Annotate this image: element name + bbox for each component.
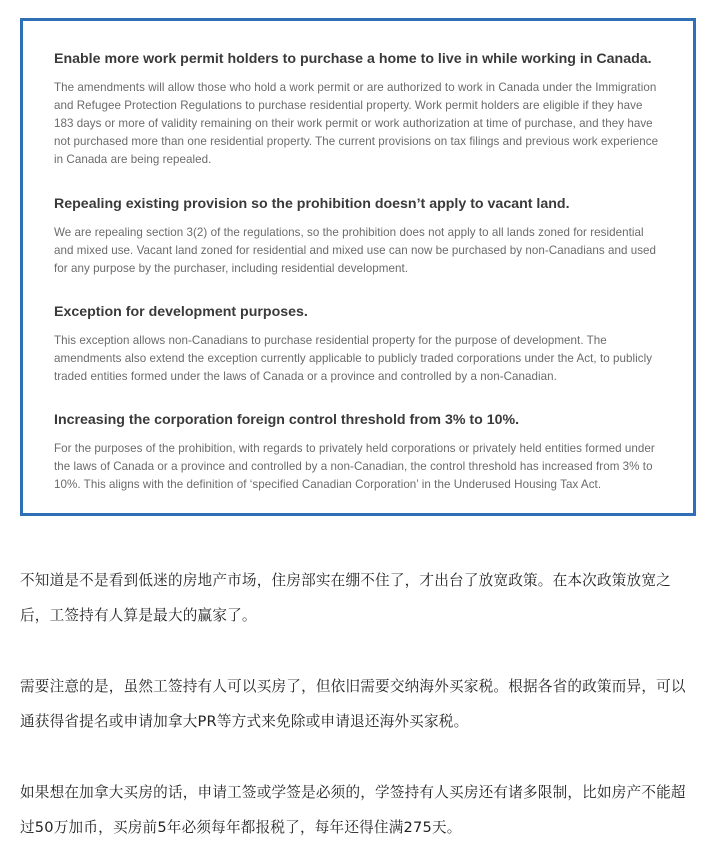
section-title: Increasing the corporation foreign control threshold from 3% to 10%. [54, 412, 520, 428]
section-title: Exception for development purposes. [54, 304, 308, 320]
policy-section-control-threshold [54, 410, 665, 494]
section-body: We are repealing section 3(2) of the regulations, so the prohibition does not apply to all lands zoned for residential and mixed use. Vacant land zoned for residential and mixed use can now be purchased by non-Canadians and used for any purpose by the purchaser, including residential development. [54, 226, 657, 275]
policy-section-work-permit [54, 49, 665, 169]
section-body: For the purposes of the prohibition, with regards to privately held corporations or privately held entities formed under the laws of Canada or a province and controlled by a non-Canadian, the control threshold has increased from 3% to 10%. This aligns with the definition of ‘specified Canadian Corporation’ in the Underused Housing Tax Act. [54, 442, 655, 491]
section-body: The amendments will allow those who hold a work permit or are authorized to work in Canada under the Immigration and Refugee Protection Regulations to purchase residential property. Work permit holders are eligible if they have 183 days or more of validity remaining on their work permit or work authorization at time of purchase, and they have not purchased more than one residential property. The current provisions on tax filings and previous work experience in Canada are being repealed. [54, 81, 659, 166]
section-title: Enable more work permit holders to purchase a home to live in while working in Canada. [54, 51, 652, 67]
article-paragraph: 如果想在加拿大买房的话，申请工签或学签是必须的，学签持有人买房还有诸多限制，比如房产不能超过50万加币，买房前5年必须每年都报税了，每年还得住满275天。 [20, 784, 686, 836]
article-paragraph: 需要注意的是，虽然工签持有人可以买房了，但依旧需要交纳海外买家税。根据各省的政策而异，可以通获得省提名或申请加拿大PR等方式来免除或申请退还海外买家税。 [20, 678, 686, 730]
policy-summary-box [20, 18, 696, 516]
policy-section-vacant-land [54, 194, 665, 278]
article-paragraph: 不知道是不是看到低迷的房地产市场，住房部实在绷不住了，才出台了放宽政策。在本次政策放宽之后，工签持有人算是最大的赢家了。 [20, 572, 671, 624]
policy-section-development [54, 302, 665, 386]
section-body: This exception allows non-Canadians to purchase residential property for the purpose of development. The amendments also extend the exception currently applicable to publicly traded corporations under the Act, to publicly traded entities formed under the laws of Canada or a province and controlled by a non-Canadian. [54, 334, 653, 383]
section-title: Repealing existing provision so the prohibition doesn’t apply to vacant land. [54, 196, 570, 212]
